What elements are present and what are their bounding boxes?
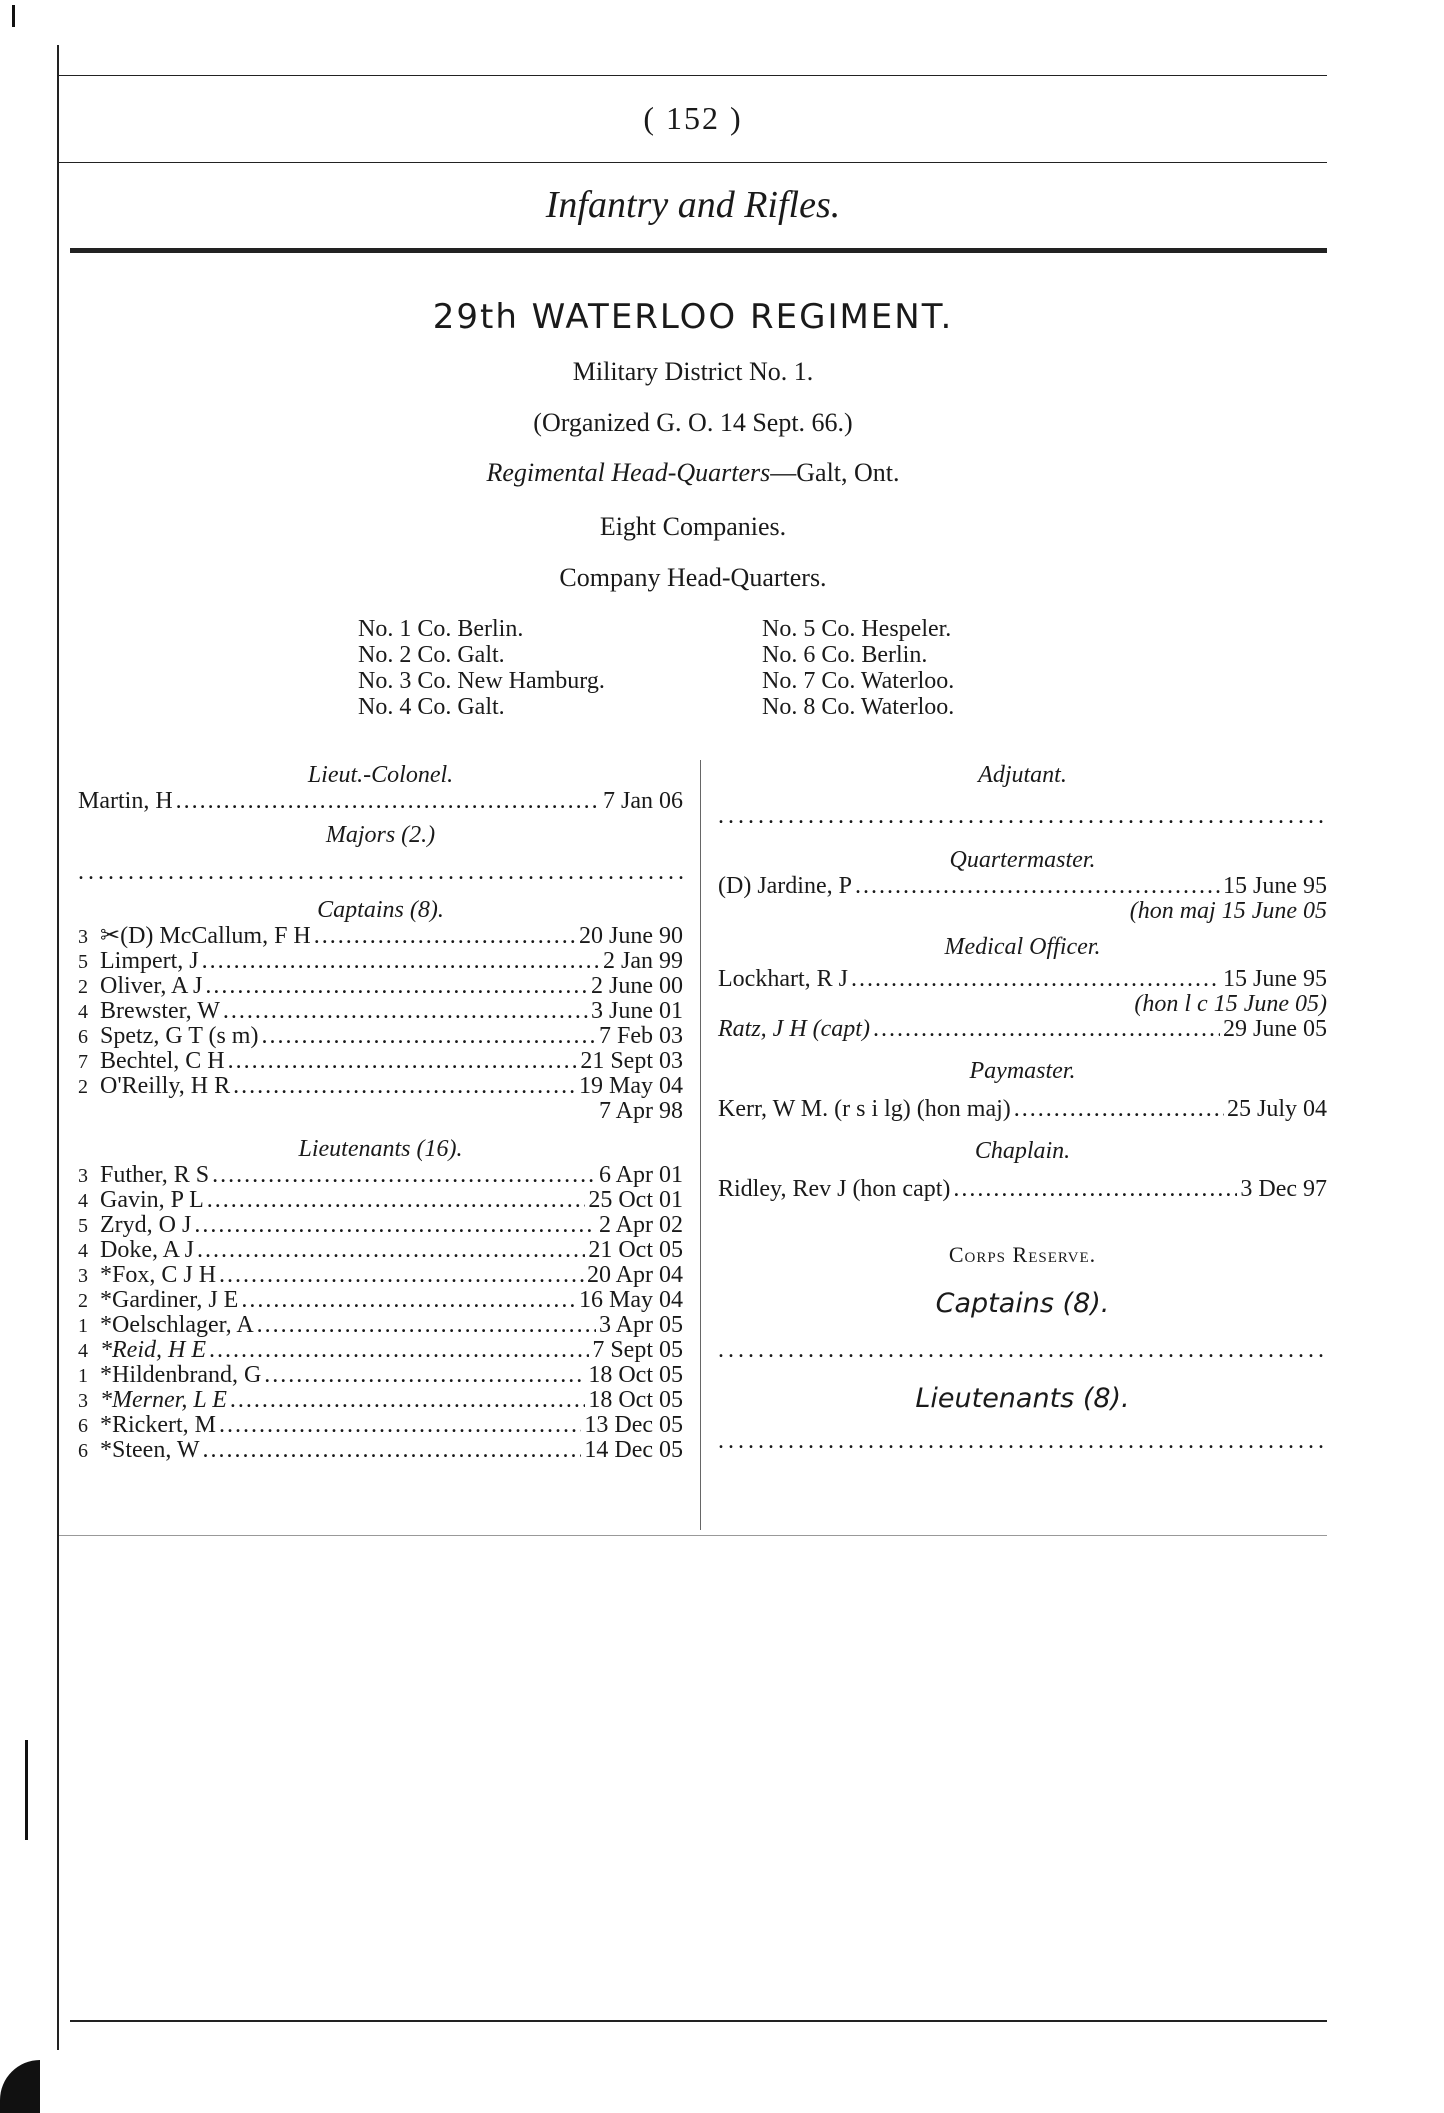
company-item: No. 8 Co. Waterloo. xyxy=(762,694,955,720)
adjutant-blank xyxy=(718,803,1327,827)
company-list-right xyxy=(762,616,954,720)
table-row xyxy=(78,1238,683,1263)
officer-date: 2 Jan 99 xyxy=(603,948,683,974)
leader-dots xyxy=(228,1049,578,1074)
majors-heading: Majors (2.) xyxy=(325,822,436,848)
leader-dots xyxy=(230,1388,585,1413)
table-row xyxy=(78,1263,683,1288)
page-number: ( 152 ) xyxy=(643,100,743,136)
company-number: 5 xyxy=(78,1215,88,1237)
officer-name: (D) Jardine, P xyxy=(718,873,852,899)
reserve-captains-blank xyxy=(718,1337,1327,1361)
officer-date: 7 Feb 03 xyxy=(599,1023,683,1049)
leader-dots xyxy=(219,1263,584,1288)
rule xyxy=(59,162,1327,163)
edge-mark xyxy=(12,5,15,27)
company-hq-heading: Company Head-Quarters. xyxy=(559,563,827,592)
medical-row xyxy=(718,967,1327,992)
leader-dots xyxy=(851,967,1220,992)
leader-dots xyxy=(264,1363,585,1388)
officer-name: Doke, A J xyxy=(100,1237,195,1263)
leader-dots xyxy=(257,1313,596,1338)
officer-name: Kerr, W M. (r s i lg) (hon maj) xyxy=(718,1096,1011,1122)
leader-dots xyxy=(212,1163,596,1188)
leader-dots xyxy=(855,874,1220,899)
paymaster-row xyxy=(718,1097,1327,1122)
right-column xyxy=(718,762,1327,1452)
officer-name: Brewster, W xyxy=(100,998,220,1024)
table-row xyxy=(78,974,683,999)
officer-date: 6 Apr 01 xyxy=(599,1162,683,1188)
company-item: No. 7 Co. Waterloo. xyxy=(762,668,955,694)
officer-date: 3 Dec 97 xyxy=(1240,1176,1327,1202)
leader-dots xyxy=(953,1177,1237,1202)
leader-dots xyxy=(207,1188,586,1213)
officer-name: Ridley, Rev J (hon capt) xyxy=(718,1176,951,1202)
officer-date: 3 June 01 xyxy=(591,998,683,1024)
company-item: No. 5 Co. Hespeler. xyxy=(762,616,952,642)
company-list-left xyxy=(358,616,605,720)
reserve-lieutenants-blank xyxy=(718,1428,1327,1452)
company-number: 4 xyxy=(78,1240,88,1262)
company-number: 2 xyxy=(78,1076,88,1098)
lt-col-row xyxy=(78,789,683,814)
officer-name: Spetz, G T (s m) xyxy=(100,1023,259,1049)
officer-date: 14 Dec 05 xyxy=(584,1437,683,1463)
captains-extra-date: 7 Apr 98 xyxy=(599,1098,683,1124)
officer-date: 29 June 05 xyxy=(1223,1016,1327,1042)
medical-officer-heading: Medical Officer. xyxy=(944,934,1101,960)
leader-dots xyxy=(314,924,576,949)
officer-name: O'Reilly, H R xyxy=(100,1073,231,1099)
company-item: No. 1 Co. Berlin. xyxy=(358,616,524,642)
officer-name: Zryd, O J xyxy=(100,1212,192,1238)
leader-dots xyxy=(202,949,600,974)
company-number: 4 xyxy=(78,1340,88,1362)
left-column xyxy=(78,762,683,1463)
officer-name: *Oelschlager, A xyxy=(100,1312,254,1338)
quartermaster-note: (hon maj 15 June 05 xyxy=(1129,898,1327,924)
quartermaster-row xyxy=(718,874,1327,899)
officer-date: 18 Oct 05 xyxy=(588,1362,683,1388)
medical-row xyxy=(718,1017,1327,1042)
table-row xyxy=(78,999,683,1024)
edge-shadow xyxy=(0,2060,40,2113)
table-row xyxy=(78,1413,683,1438)
bottom-rule xyxy=(70,2020,1327,2022)
officer-date: 19 May 04 xyxy=(579,1073,683,1099)
company-number: 4 xyxy=(78,1001,88,1023)
officer-name: *Merner, L E xyxy=(100,1387,227,1413)
company-number: 7 xyxy=(78,1051,88,1073)
company-item: No. 4 Co. Galt. xyxy=(358,694,505,720)
company-number: 6 xyxy=(78,1415,88,1437)
company-number: 3 xyxy=(78,1165,88,1187)
officer-name: *Fox, C J H xyxy=(100,1262,217,1288)
officer-date: 13 Dec 05 xyxy=(584,1412,683,1438)
officer-name: Martin, H xyxy=(78,788,173,814)
regiment-title: 29th WATERLOO REGIMENT. xyxy=(432,297,954,337)
officer-date: 21 Sept 03 xyxy=(580,1048,683,1074)
table-row xyxy=(78,1313,683,1338)
quartermaster-heading: Quartermaster. xyxy=(949,847,1096,873)
organized-note: (Organized G. O. 14 Sept. 66.) xyxy=(533,408,853,437)
table-row xyxy=(78,1163,683,1188)
officer-date: 7 Jan 06 xyxy=(603,788,683,814)
top-rule xyxy=(59,75,1327,76)
officer-date: 2 June 00 xyxy=(591,973,683,999)
lt-col-heading: Lieut.-Colonel. xyxy=(307,762,454,788)
leader-dots xyxy=(261,1024,596,1049)
table-row xyxy=(78,1049,683,1074)
captains-heading: Captains (8). xyxy=(317,897,444,923)
officer-date: 25 July 04 xyxy=(1226,1096,1327,1122)
leader-dots xyxy=(194,1213,596,1238)
chaplain-row xyxy=(718,1177,1327,1202)
company-number: 3 xyxy=(78,1265,88,1287)
adjutant-heading: Adjutant. xyxy=(978,762,1067,788)
leader-dots xyxy=(223,999,588,1024)
company-number: 6 xyxy=(78,1026,88,1048)
company-number: 4 xyxy=(78,1190,88,1212)
table-row xyxy=(78,1288,683,1313)
table-row xyxy=(78,1024,683,1049)
section-title: Infantry and Rifles. xyxy=(545,184,841,226)
leader-dots xyxy=(205,974,588,999)
officer-name: ✂(D) McCallum, F H xyxy=(100,923,311,949)
corps-reserve-heading: Corps Reserve. xyxy=(948,1242,1097,1267)
reserve-lieutenants-heading: Lieutenants (8). xyxy=(915,1383,1130,1414)
military-district: Military District No. 1. xyxy=(572,357,814,386)
lieutenants-heading: Lieutenants (16). xyxy=(298,1136,463,1162)
leader-dots xyxy=(241,1288,576,1313)
officer-date: 15 June 95 xyxy=(1223,873,1327,899)
company-item: No. 6 Co. Berlin. xyxy=(762,642,928,668)
leader-dots xyxy=(176,789,600,814)
table-row xyxy=(78,1363,683,1388)
officer-name: *Reid, H E xyxy=(100,1337,206,1363)
page-left-border xyxy=(57,45,59,2050)
officer-date: 3 Apr 05 xyxy=(599,1312,683,1338)
officer-date: 25 Oct 01 xyxy=(588,1187,683,1213)
regimental-hq xyxy=(59,458,1327,488)
company-number: 3 xyxy=(78,1390,88,1412)
companies-count: Eight Companies. xyxy=(599,512,787,541)
hq-label: Regimental Head-Quarters xyxy=(486,458,771,487)
company-number: 2 xyxy=(78,976,88,998)
officer-date: 20 Apr 04 xyxy=(587,1262,683,1288)
table-row xyxy=(78,1438,683,1463)
officer-name: Limpert, J xyxy=(100,948,199,974)
table-row xyxy=(78,1188,683,1213)
table-row xyxy=(78,1388,683,1413)
company-item: No. 3 Co. New Hamburg. xyxy=(358,668,605,694)
company-number: 3 xyxy=(78,926,88,948)
leader-dots xyxy=(219,1413,581,1438)
hq-value: —Galt, Ont. xyxy=(770,458,900,487)
company-number: 1 xyxy=(78,1315,88,1337)
company-item: No. 2 Co. Galt. xyxy=(358,642,505,668)
leader-dots xyxy=(233,1074,576,1099)
column-divider xyxy=(700,760,701,1530)
officer-date: 15 June 95 xyxy=(1223,966,1327,992)
officer-name: *Hildenbrand, G xyxy=(100,1362,262,1388)
paymaster-heading: Paymaster. xyxy=(969,1058,1076,1084)
chaplain-heading: Chaplain. xyxy=(974,1138,1071,1164)
edge-mark xyxy=(25,1740,28,1840)
section-end-rule xyxy=(59,1535,1327,1536)
officer-date: 21 Oct 05 xyxy=(588,1237,683,1263)
officer-date: 7 Sept 05 xyxy=(592,1337,683,1363)
officer-date: 16 May 04 xyxy=(579,1287,683,1313)
officer-name: *Steen, W xyxy=(100,1437,200,1463)
officer-name: *Gardiner, J E xyxy=(100,1287,239,1313)
officer-date: 2 Apr 02 xyxy=(599,1212,683,1238)
thick-rule xyxy=(70,248,1327,253)
leader-dots xyxy=(203,1438,582,1463)
officer-date: 18 Oct 05 xyxy=(588,1387,683,1413)
table-row xyxy=(78,949,683,974)
officer-date: 20 June 90 xyxy=(579,923,683,949)
officer-name: Futher, R S xyxy=(100,1162,210,1188)
officer-name: Gavin, P L xyxy=(100,1187,204,1213)
officer-name: Ratz, J H (capt) xyxy=(718,1016,870,1042)
company-number: 1 xyxy=(78,1365,88,1387)
company-number: 6 xyxy=(78,1440,88,1462)
leader-dots xyxy=(209,1338,589,1363)
medical-note: (hon l c 15 June 05) xyxy=(1134,991,1327,1017)
leader-dots xyxy=(197,1238,585,1263)
company-number: 2 xyxy=(78,1290,88,1312)
table-row xyxy=(78,924,683,949)
leader-dots xyxy=(1014,1097,1224,1122)
reserve-captains-heading: Captains (8). xyxy=(935,1288,1110,1319)
officer-name: Oliver, A J xyxy=(100,973,203,999)
officer-name: Lockhart, R J xyxy=(718,966,848,992)
company-number: 5 xyxy=(78,951,88,973)
leader-dots xyxy=(873,1017,1220,1042)
table-row xyxy=(78,1213,683,1238)
officer-name: *Rickert, M xyxy=(100,1412,216,1438)
table-row xyxy=(78,1074,683,1099)
table-row xyxy=(78,1338,683,1363)
officer-name: Bechtel, C H xyxy=(100,1048,225,1074)
majors-blank xyxy=(78,859,683,883)
